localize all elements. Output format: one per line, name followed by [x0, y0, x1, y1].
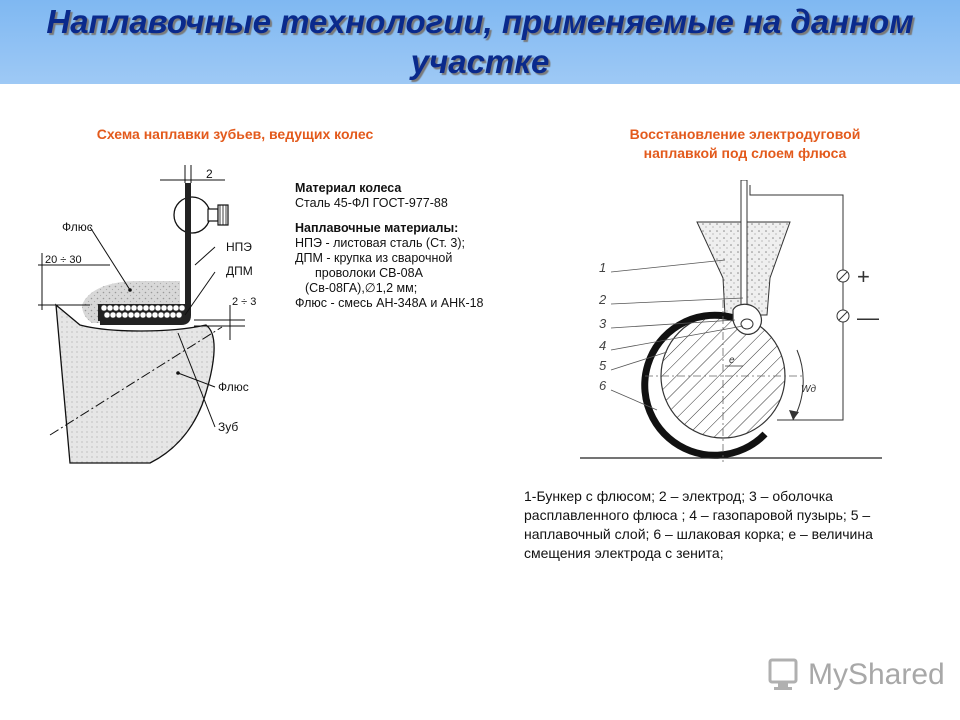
spec-materials-heading: Наплавочные материалы:: [295, 221, 459, 235]
watermark-text: MyShared: [808, 658, 945, 691]
tooth-label: Зуб: [218, 420, 239, 434]
num-5: 5: [599, 358, 607, 373]
dim-top-label: 2: [206, 167, 213, 181]
spec-line-1: НПЭ - листовая сталь (Ст. 3);: [295, 236, 465, 250]
plus-terminal: +: [857, 264, 870, 289]
tooth-body: [56, 305, 214, 463]
slide-title: Наплавочные технологии, применяемые на данном участке: [46, 3, 914, 80]
spec-line-2: ДПМ - крупка из сварочной: [295, 251, 453, 265]
dpm-label: ДПМ: [226, 264, 253, 278]
minus-terminal: —: [857, 305, 879, 330]
num-1: 1: [599, 260, 607, 275]
left-diagram-caption: Схема наплавки зубьев, ведущих колес: [96, 126, 374, 142]
spec-wheel-heading: Материал колеса: [295, 181, 402, 195]
dim-right-label: 2 ÷ 3: [232, 296, 257, 308]
right-diagram-caption-line1: Восстановление электродуговой: [629, 126, 861, 142]
right-diagram-legend: 1-Бункер с флюсом; 2 – электрод; 3 – оболочка расплавленного флюса ; 4 – газопаровой пузырь; 5 – наплавочный слой; 6 – шлаковая корка; е – величина смещения электрода с зенита;: [524, 488, 873, 561]
spec-line-5: Флюс - смесь АН-348А и АНК-18: [295, 296, 484, 310]
num-6: 6: [599, 378, 607, 393]
flux-bottom-label: Флюс: [218, 380, 249, 394]
spec-line-4: (Св-08ГА),∅1,2 мм;: [305, 281, 418, 295]
spec-wheel-steel: Сталь 45-ФЛ ГОСТ-977-88: [295, 196, 448, 210]
w-label: Wд: [801, 384, 816, 395]
right-diagram-caption-line2: наплавкой под слоем флюса: [643, 145, 847, 161]
electrode: [741, 180, 747, 320]
num-2: 2: [599, 292, 607, 307]
tooth-surfacing-diagram: [30, 165, 510, 465]
npe-label: НПЭ: [226, 240, 252, 254]
num-4: 4: [599, 338, 607, 353]
material-spec-block: [295, 181, 484, 310]
num-3: 3: [599, 316, 607, 331]
flux-top-label: Флюс: [62, 220, 93, 234]
submerged-arc-diagram: [575, 180, 895, 465]
e-label: e: [729, 355, 735, 366]
dpm-bead: [98, 304, 188, 321]
dim-left-label: 20 ÷ 30: [45, 254, 82, 266]
spec-line-3: проволоки СВ-08А: [315, 266, 423, 280]
